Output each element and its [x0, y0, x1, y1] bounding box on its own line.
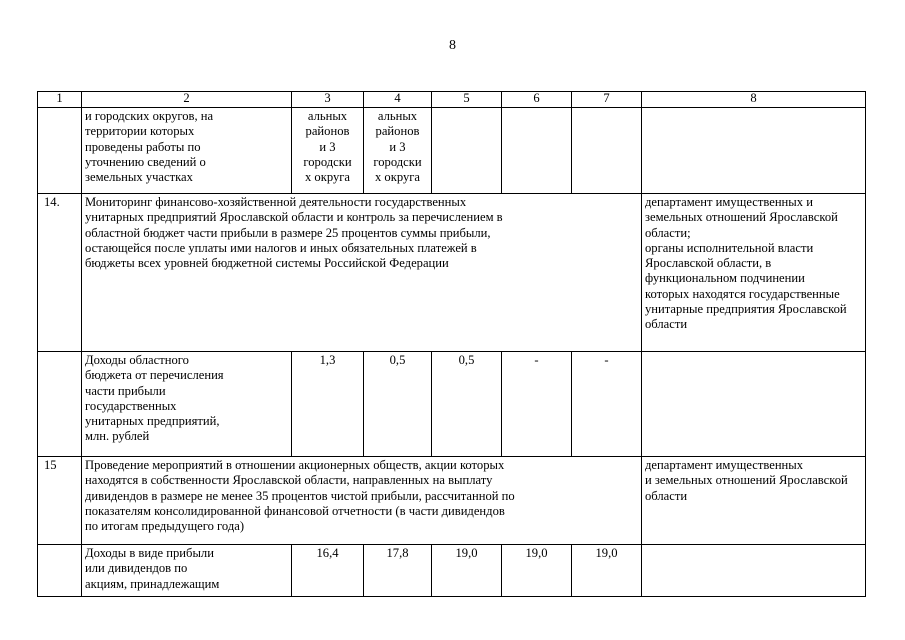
header-cell: 8 — [642, 92, 866, 108]
responsible-cell — [642, 108, 866, 194]
header-cell: 4 — [364, 92, 432, 108]
row-number-cell — [38, 108, 82, 194]
plan-table — [37, 91, 866, 597]
row-number-cell: 15 — [38, 457, 82, 545]
responsible-cell: департамент имущественных и земельных отношений Ярославской области — [642, 457, 866, 545]
value-cell: альных районов и 3 городски х округа — [364, 108, 432, 194]
header-row — [38, 92, 866, 108]
header-cell: 1 — [38, 92, 82, 108]
responsible-cell — [642, 545, 866, 597]
row-number-cell: 14. — [38, 194, 82, 352]
table-row — [38, 194, 866, 352]
indicator-name-cell: Доходы в виде прибыли или дивидендов по акциям, принадлежащим — [82, 545, 292, 597]
indicator-name-cell: и городских округов, на территории которых проведены работы по уточнению сведений о земельных участках — [82, 108, 292, 194]
value-cell: 19,0 — [572, 545, 642, 597]
page-number: 8 — [449, 38, 456, 53]
value-cell: 1,3 — [292, 352, 364, 457]
row-number-cell — [38, 352, 82, 457]
header-cell: 2 — [82, 92, 292, 108]
value-cell: альных районов и 3 городски х округа — [292, 108, 364, 194]
value-cell: 19,0 — [502, 545, 572, 597]
value-cell: 0,5 — [364, 352, 432, 457]
value-cell: 0,5 — [432, 352, 502, 457]
activity-description-cell: Мониторинг финансово-хозяйственной деятельности государственных унитарных предприятий Ярославской области и контроль за перечислением в областной бюджет части прибыли в размере 25 процентов суммы прибыли, остающейся после уплаты ими налогов и иных обязательных платежей в бюджеты всех уровней бюджетной системы Российской Федерации — [82, 194, 642, 352]
value-cell — [572, 108, 642, 194]
value-cell: 17,8 — [364, 545, 432, 597]
value-cell — [502, 108, 572, 194]
row-number-cell — [38, 545, 82, 597]
table-row — [38, 545, 866, 597]
header-cell: 3 — [292, 92, 364, 108]
header-cell: 6 — [502, 92, 572, 108]
value-cell: 19,0 — [432, 545, 502, 597]
indicator-name-cell: Доходы областного бюджета от перечисления части прибыли государственных унитарных предприятий, млн. рублей — [82, 352, 292, 457]
responsible-cell — [642, 352, 866, 457]
table-row — [38, 457, 866, 545]
responsible-cell: департамент имущественных и земельных отношений Ярославской области; органы исполнительной власти Ярославской области, в функциональном подчинении которых находятся государственные унитарные предприятия Ярославской области — [642, 194, 866, 352]
value-cell: - — [502, 352, 572, 457]
value-cell: - — [572, 352, 642, 457]
table-row — [38, 352, 866, 457]
header-cell: 7 — [572, 92, 642, 108]
table-row — [38, 108, 866, 194]
value-cell: 16,4 — [292, 545, 364, 597]
activity-description-cell: Проведение мероприятий в отношении акционерных обществ, акции которых находятся в собственности Ярославской области, направленных на выплату дивидендов в размере не менее 35 процентов чистой прибыли, рассчитанной по показателям консолидированной финансовой отчетности (в части дивидендов по итогам предыдущего года) — [82, 457, 642, 545]
header-cell: 5 — [432, 92, 502, 108]
value-cell — [432, 108, 502, 194]
